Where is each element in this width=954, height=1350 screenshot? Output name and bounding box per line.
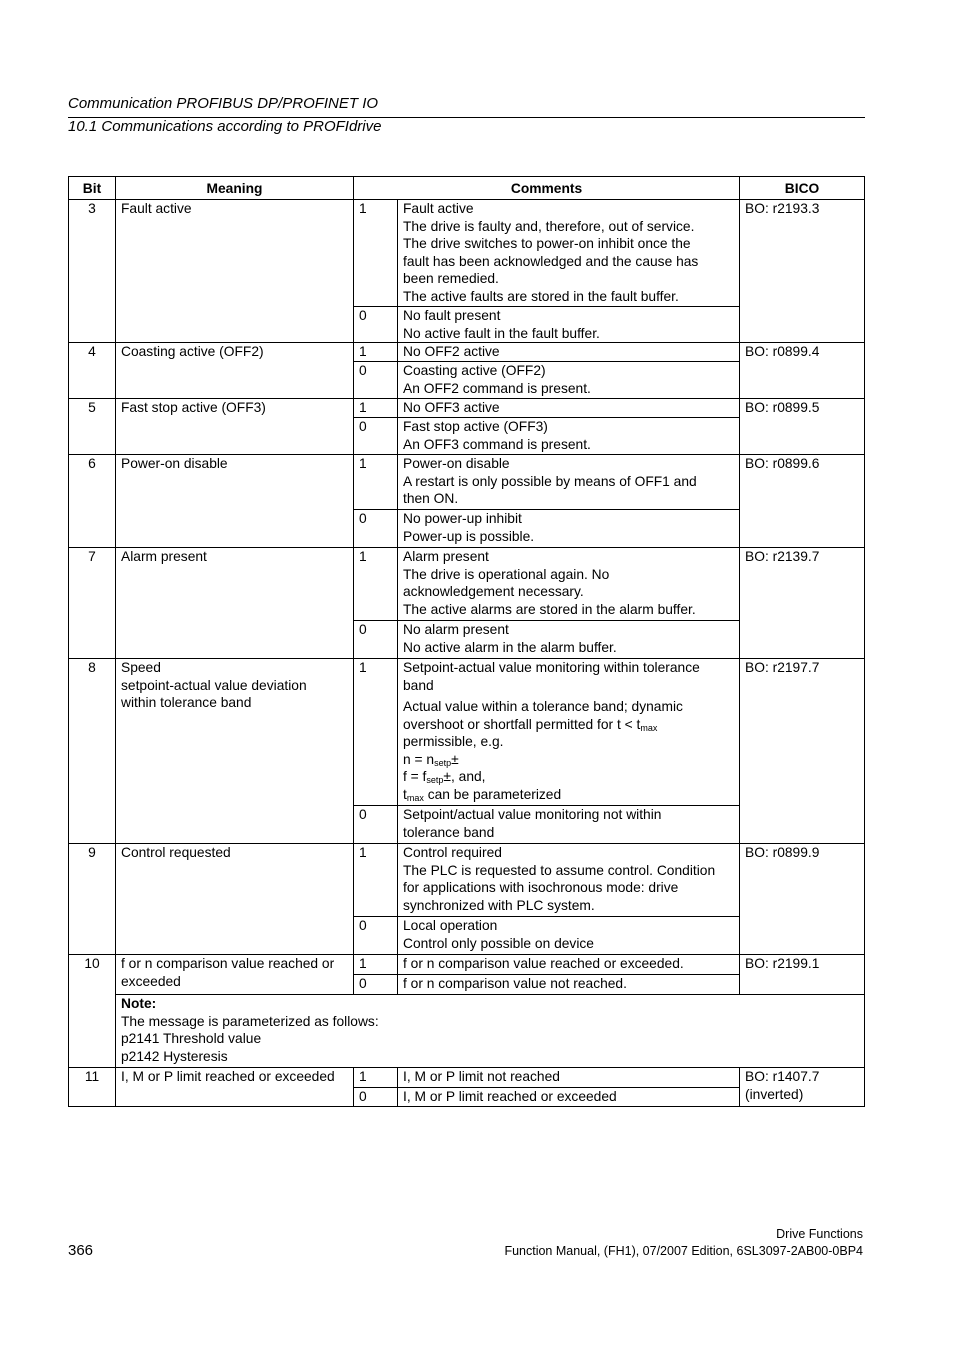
table-row bbox=[69, 343, 865, 362]
col-header-bit: Bit bbox=[69, 177, 116, 200]
bico-param: BO: r0899.9 bbox=[740, 844, 865, 955]
page-number: 366 bbox=[68, 1242, 94, 1259]
bit-meaning: f or n comparison value reached or exceeded bbox=[116, 955, 354, 995]
bico-param: BO: r2193.3 bbox=[740, 200, 865, 343]
bit-number: 5 bbox=[69, 399, 116, 455]
status-word-table bbox=[68, 176, 865, 1107]
state-value: 0 bbox=[354, 510, 398, 548]
table-row bbox=[69, 955, 865, 975]
state-comment: Alarm present The drive is operational again. No acknowledgement necessary. The active alarms are stored in the alarm buffer. bbox=[398, 548, 740, 621]
col-header-meaning: Meaning bbox=[116, 177, 354, 200]
bit-number: 11 bbox=[69, 1068, 116, 1107]
header-chapter-title: Communication PROFIBUS DP/PROFINET IO bbox=[68, 95, 379, 112]
state-value: 1 bbox=[354, 399, 398, 418]
state-value: 1 bbox=[354, 455, 398, 510]
state-value: 1 bbox=[354, 343, 398, 362]
note-title: Note: bbox=[121, 996, 157, 1011]
table-row bbox=[69, 200, 865, 307]
state-comment: No fault present No active fault in the fault buffer. bbox=[398, 307, 740, 343]
bico-param: BO: r0899.5 bbox=[740, 399, 865, 455]
bit-meaning: Power-on disable bbox=[116, 455, 354, 548]
state-comment: I, M or P limit not reached bbox=[398, 1068, 740, 1088]
footer-doc-info: Function Manual, (FH1), 07/2007 Edition, 6SL3097-2AB00-0BP4 bbox=[504, 1244, 863, 1258]
state-comment: Local operation Control only possible on device bbox=[398, 917, 740, 955]
state-value: 1 bbox=[354, 1068, 398, 1088]
bit-meaning: Alarm present bbox=[116, 548, 354, 659]
state-value: 0 bbox=[354, 418, 398, 455]
header-section-title: 10.1 Communications according to PROFIdrive bbox=[68, 118, 382, 135]
state-value: 0 bbox=[354, 307, 398, 343]
state-value: 0 bbox=[354, 806, 398, 844]
state-value: 1 bbox=[354, 548, 398, 621]
state-value: 0 bbox=[354, 621, 398, 659]
state-value: 1 bbox=[354, 659, 398, 806]
bit-number: 9 bbox=[69, 844, 116, 955]
state-comment: No power-up inhibit Power-up is possible. bbox=[398, 510, 740, 548]
footer-doc-title: Drive Functions bbox=[776, 1227, 863, 1241]
state-comment: Power-on disable A restart is only possible by means of OFF1 and then ON. bbox=[398, 455, 740, 510]
bico-param: BO: r0899.4 bbox=[740, 343, 865, 399]
table-row bbox=[69, 659, 865, 806]
bit-meaning: Coasting active (OFF2) bbox=[116, 343, 354, 399]
bit-number: 3 bbox=[69, 200, 116, 343]
bico-param: BO: r2197.7 bbox=[740, 659, 865, 844]
state-value: 0 bbox=[354, 1088, 398, 1107]
bit-meaning: Fast stop active (OFF3) bbox=[116, 399, 354, 455]
bit-number: 10 bbox=[69, 955, 116, 1068]
state-comment: f or n comparison value not reached. bbox=[398, 975, 740, 995]
state-comment: f or n comparison value reached or exceeded. bbox=[398, 955, 740, 975]
state-comment: No OFF2 active bbox=[398, 343, 740, 362]
bit-number: 8 bbox=[69, 659, 116, 844]
state-comment: Fault active The drive is faulty and, therefore, out of service. The drive switches to power-on inhibit once the fault has been acknowledged and the cause has been remedied. The active faults are stored in the fault buffer. bbox=[398, 200, 740, 307]
state-comment: Control required The PLC is requested to assume control. Condition for applications with isochronous mode: drive synchronized with PLC system. bbox=[398, 844, 740, 917]
state-value: 0 bbox=[354, 975, 398, 995]
bit-number: 6 bbox=[69, 455, 116, 548]
state-value: 1 bbox=[354, 844, 398, 917]
state-comment: Coasting active (OFF2) An OFF2 command is present. bbox=[398, 362, 740, 399]
bit-meaning: Speed setpoint-actual value deviation within tolerance band bbox=[116, 659, 354, 844]
bit-meaning: Fault active bbox=[116, 200, 354, 343]
bit-number: 4 bbox=[69, 343, 116, 399]
bit-meaning: I, M or P limit reached or exceeded bbox=[116, 1068, 354, 1107]
state-comment: I, M or P limit reached or exceeded bbox=[398, 1088, 740, 1107]
table-row bbox=[69, 995, 865, 1068]
table-header-row bbox=[69, 177, 865, 200]
state-comment: Setpoint-actual value monitoring within tolerance band Actual value within a tolerance band; dynamic overshoot or shortfall permitted for $t < t_{max}$ permissible, e.g. $n = n_{setp}\pm$ $f = f_{setp}\pm$, and, $t_{max}$ can be parameterized bbox=[398, 659, 740, 806]
state-comment: Fast stop active (OFF3) An OFF3 command is present. bbox=[398, 418, 740, 455]
state-value: 0 bbox=[354, 362, 398, 399]
bico-param: BO: r2139.7 bbox=[740, 548, 865, 659]
note-cell: Note: The message is parameterized as follows: p2141 Threshold value p2142 Hysteresis bbox=[116, 995, 865, 1068]
bico-param: BO: r1407.7 (inverted) bbox=[740, 1068, 865, 1107]
table-row bbox=[69, 548, 865, 621]
header-rule bbox=[68, 117, 865, 118]
bit-number: 7 bbox=[69, 548, 116, 659]
state-value: 0 bbox=[354, 917, 398, 955]
state-value: 1 bbox=[354, 200, 398, 307]
table-row bbox=[69, 455, 865, 510]
state-value: 1 bbox=[354, 955, 398, 975]
col-header-bico: BICO bbox=[740, 177, 865, 200]
table-row bbox=[69, 844, 865, 917]
state-comment: No alarm present No active alarm in the alarm buffer. bbox=[398, 621, 740, 659]
bit-meaning: Control requested bbox=[116, 844, 354, 955]
bico-param: BO: r2199.1 bbox=[740, 955, 865, 995]
table-row bbox=[69, 1068, 865, 1088]
col-header-comments: Comments bbox=[354, 177, 740, 200]
state-comment: Setpoint/actual value monitoring not within tolerance band bbox=[398, 806, 740, 844]
bico-param: BO: r0899.6 bbox=[740, 455, 865, 548]
table-row bbox=[69, 399, 865, 418]
state-comment: No OFF3 active bbox=[398, 399, 740, 418]
